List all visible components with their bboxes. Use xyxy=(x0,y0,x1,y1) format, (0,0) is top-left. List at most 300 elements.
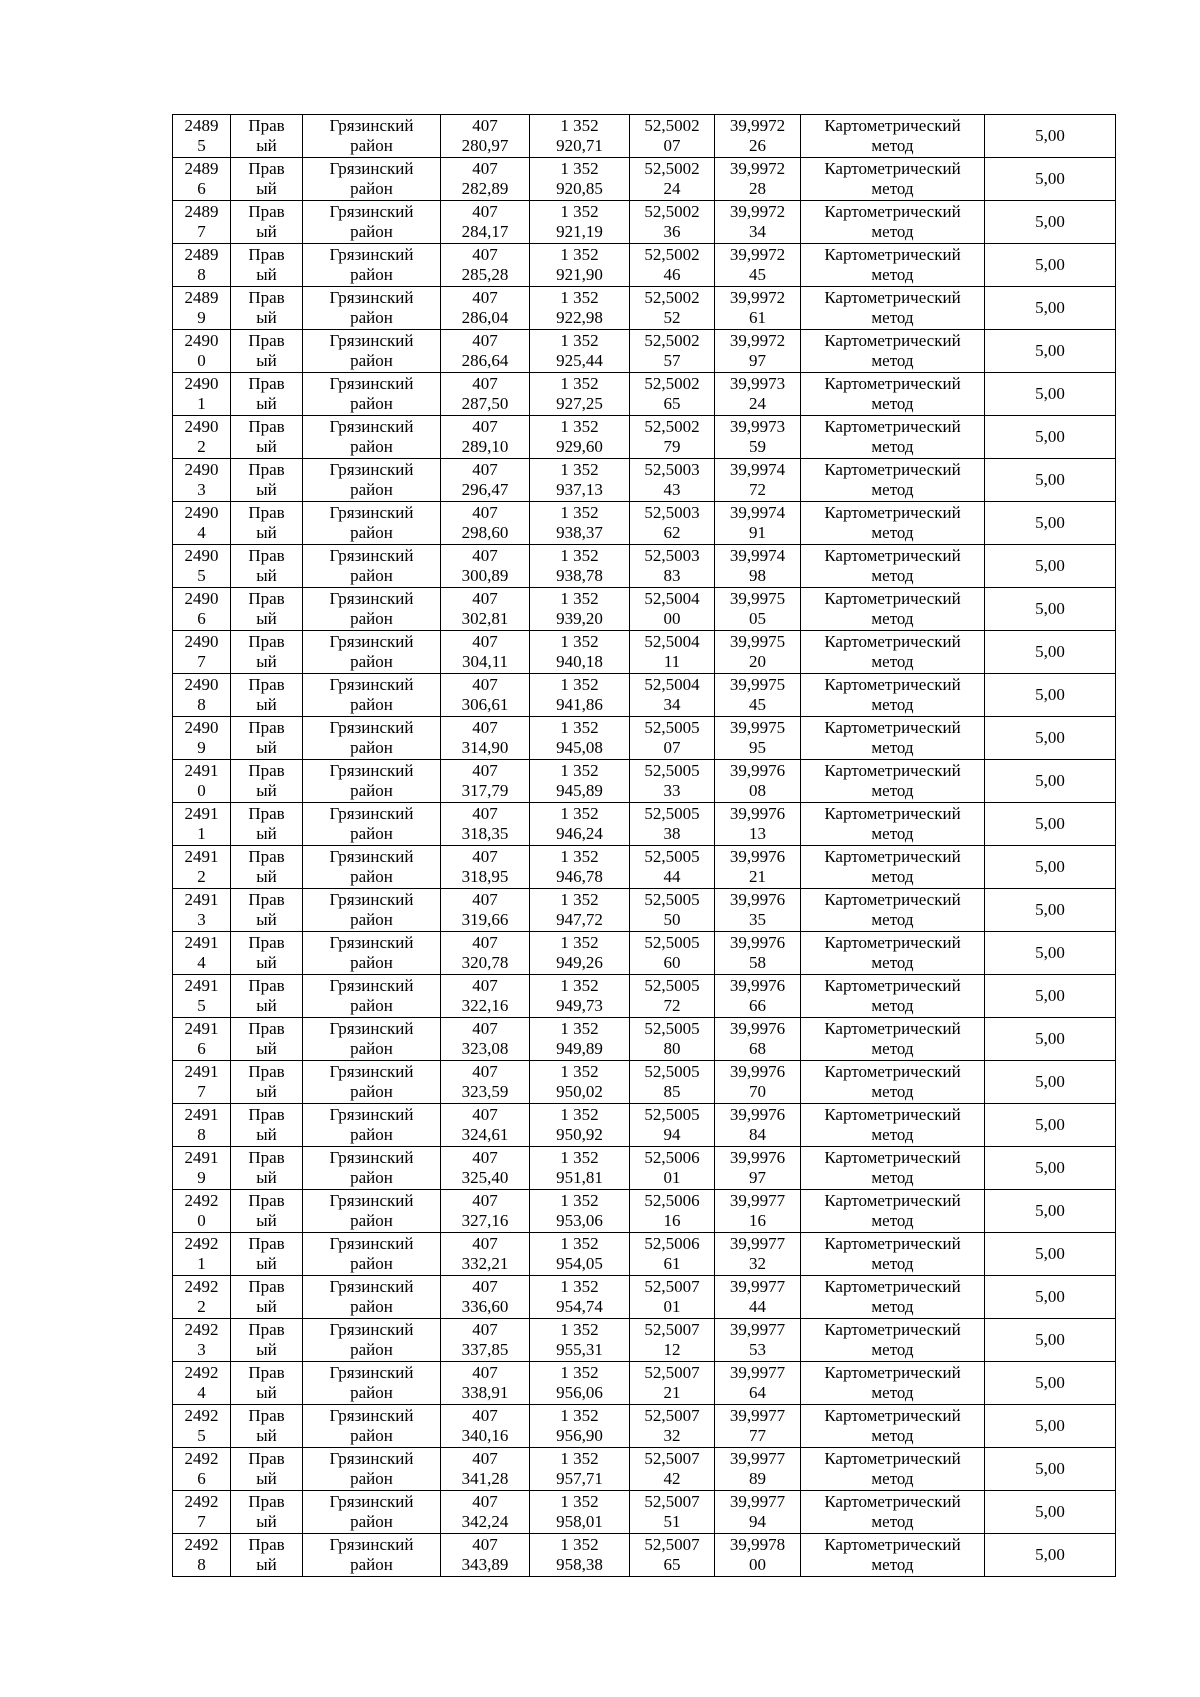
point-number-line-2: 2 xyxy=(197,437,206,456)
district-cell xyxy=(303,1104,441,1147)
longitude-cell xyxy=(715,932,801,975)
latitude-line-2: 11 xyxy=(663,652,681,671)
longitude-cell xyxy=(715,1491,801,1534)
point-number-line-2: 3 xyxy=(197,910,206,929)
point-number-line-2: 8 xyxy=(197,695,206,714)
x-coordinate-line-2: 289,10 xyxy=(461,437,509,456)
district-line-2: район xyxy=(350,953,393,972)
longitude-line-2: 84 xyxy=(749,1125,766,1144)
y-coordinate-line-1: 1 352 xyxy=(560,976,599,995)
method-line-1: Картометрический xyxy=(824,374,961,393)
bank-side-cell xyxy=(231,631,303,674)
district-line-1: Грязинский xyxy=(329,1492,414,1511)
latitude-line-1: 52,5004 xyxy=(644,675,700,694)
y-coordinate-line-2: 921,19 xyxy=(556,222,603,241)
latitude-line-1: 52,5007 xyxy=(644,1320,700,1339)
bank-side-line-2: ый xyxy=(256,910,277,929)
table-row xyxy=(173,932,1116,975)
latitude-cell xyxy=(630,287,715,330)
method-line-1: Картометрический xyxy=(824,245,961,264)
district-line-2: район xyxy=(350,1039,393,1058)
latitude-line-1: 52,5007 xyxy=(644,1535,700,1554)
district-line-1: Грязинский xyxy=(329,288,414,307)
x-coordinate-line-2: 327,16 xyxy=(461,1211,509,1230)
bank-side-cell xyxy=(231,1319,303,1362)
y-coordinate-line-1: 1 352 xyxy=(560,460,599,479)
method-cell xyxy=(801,803,985,846)
district-line-1: Грязинский xyxy=(329,417,414,436)
district-line-2: район xyxy=(350,1211,393,1230)
latitude-cell xyxy=(630,373,715,416)
y-coordinate-line-1: 1 352 xyxy=(560,933,599,952)
method-cell xyxy=(801,846,985,889)
bank-side-line-2: ый xyxy=(256,1469,277,1488)
accuracy-cell: 5,00 xyxy=(985,717,1116,760)
x-coordinate-cell xyxy=(441,1405,530,1448)
bank-side-line-2: ый xyxy=(256,996,277,1015)
district-line-1: Грязинский xyxy=(329,1406,414,1425)
longitude-line-1: 39,9977 xyxy=(729,1449,786,1468)
y-coordinate-line-1: 1 352 xyxy=(560,804,599,823)
district-line-1: Грязинский xyxy=(329,546,414,565)
method-line-2: метод xyxy=(871,1469,914,1488)
longitude-cell xyxy=(715,803,801,846)
district-line-2: район xyxy=(350,523,393,542)
x-coordinate-cell xyxy=(441,330,530,373)
district-cell xyxy=(303,803,441,846)
y-coordinate-line-1: 1 352 xyxy=(560,288,599,307)
method-cell xyxy=(801,158,985,201)
longitude-line-2: 70 xyxy=(749,1082,766,1101)
y-coordinate-line-1: 1 352 xyxy=(560,1492,599,1511)
district-line-2: район xyxy=(350,351,393,370)
district-line-2: район xyxy=(350,394,393,413)
longitude-line-1: 39,9972 xyxy=(729,245,786,264)
bank-side-line-1: Прав xyxy=(248,288,285,307)
longitude-line-2: 16 xyxy=(749,1211,766,1230)
method-line-2: метод xyxy=(871,695,914,714)
accuracy-cell: 5,00 xyxy=(985,201,1116,244)
x-coordinate-line-1: 407 xyxy=(472,718,498,737)
y-coordinate-line-2: 938,78 xyxy=(556,566,603,585)
latitude-line-1: 52,5005 xyxy=(644,1019,700,1038)
method-line-1: Картометрический xyxy=(824,503,961,522)
point-number-line-1: 2492 xyxy=(184,1449,219,1468)
point-number-line-2: 5 xyxy=(197,996,206,1015)
y-coordinate-cell xyxy=(530,1233,630,1276)
district-line-1: Грязинский xyxy=(329,890,414,909)
point-number-line-1: 2491 xyxy=(184,1019,219,1038)
x-coordinate-line-2: 318,95 xyxy=(461,867,509,886)
longitude-line-2: 35 xyxy=(749,910,766,929)
bank-side-line-2: ый xyxy=(256,1039,277,1058)
method-cell xyxy=(801,1448,985,1491)
method-line-1: Картометрический xyxy=(824,1234,961,1253)
y-coordinate-line-2: 947,72 xyxy=(556,910,603,929)
table-row xyxy=(173,1018,1116,1061)
longitude-cell xyxy=(715,201,801,244)
y-coordinate-line-2: 958,38 xyxy=(556,1555,603,1574)
bank-side-line-2: ый xyxy=(256,1082,277,1101)
method-line-1: Картометрический xyxy=(824,1148,961,1167)
longitude-line-1: 39,9977 xyxy=(729,1320,786,1339)
accuracy-cell: 5,00 xyxy=(985,373,1116,416)
district-line-2: район xyxy=(350,1168,393,1187)
point-number-line-2: 9 xyxy=(197,1168,206,1187)
latitude-cell xyxy=(630,1319,715,1362)
longitude-line-1: 39,9975 xyxy=(729,589,786,608)
district-cell xyxy=(303,588,441,631)
bank-side-line-2: ый xyxy=(256,1340,277,1359)
y-coordinate-cell xyxy=(530,1534,630,1577)
x-coordinate-cell xyxy=(441,1061,530,1104)
district-line-2: район xyxy=(350,480,393,499)
bank-side-line-1: Прав xyxy=(248,976,285,995)
method-line-2: метод xyxy=(871,1555,914,1574)
latitude-cell xyxy=(630,545,715,588)
point-number-line-2: 8 xyxy=(197,1125,206,1144)
latitude-line-1: 52,5002 xyxy=(644,159,700,178)
longitude-line-2: 00 xyxy=(749,1555,766,1574)
accuracy-cell: 5,00 xyxy=(985,1491,1116,1534)
latitude-line-2: 65 xyxy=(663,394,681,413)
point-number-line-2: 3 xyxy=(197,1340,206,1359)
district-cell xyxy=(303,416,441,459)
point-number-cell xyxy=(173,1018,231,1061)
latitude-line-2: 61 xyxy=(663,1254,681,1273)
x-coordinate-line-2: 317,79 xyxy=(461,781,509,800)
bank-side-cell xyxy=(231,1061,303,1104)
y-coordinate-cell xyxy=(530,244,630,287)
longitude-cell xyxy=(715,287,801,330)
coordinates-table xyxy=(172,114,1116,1577)
method-cell xyxy=(801,932,985,975)
latitude-cell xyxy=(630,1104,715,1147)
latitude-line-1: 52,5002 xyxy=(644,374,700,393)
longitude-cell xyxy=(715,1190,801,1233)
y-coordinate-line-2: 922,98 xyxy=(556,308,603,327)
x-coordinate-line-2: 341,28 xyxy=(461,1469,509,1488)
longitude-cell xyxy=(715,1276,801,1319)
bank-side-cell xyxy=(231,545,303,588)
bank-side-line-1: Прав xyxy=(248,1320,285,1339)
x-coordinate-cell xyxy=(441,846,530,889)
bank-side-line-1: Прав xyxy=(248,1234,285,1253)
y-coordinate-line-1: 1 352 xyxy=(560,1191,599,1210)
y-coordinate-line-1: 1 352 xyxy=(560,116,599,135)
y-coordinate-cell xyxy=(530,502,630,545)
latitude-line-2: 34 xyxy=(663,695,681,714)
y-coordinate-line-2: 946,78 xyxy=(556,867,603,886)
y-coordinate-line-1: 1 352 xyxy=(560,1535,599,1554)
latitude-cell xyxy=(630,846,715,889)
method-cell xyxy=(801,1147,985,1190)
longitude-line-1: 39,9976 xyxy=(729,847,786,866)
district-line-2: район xyxy=(350,609,393,628)
bank-side-cell xyxy=(231,244,303,287)
district-cell xyxy=(303,846,441,889)
table-row xyxy=(173,588,1116,631)
method-cell xyxy=(801,244,985,287)
method-line-2: метод xyxy=(871,910,914,929)
district-line-2: район xyxy=(350,179,393,198)
point-number-cell xyxy=(173,760,231,803)
longitude-line-1: 39,9973 xyxy=(729,417,786,436)
longitude-line-2: 91 xyxy=(749,523,766,542)
longitude-cell xyxy=(715,115,801,158)
point-number-line-1: 2491 xyxy=(184,976,219,995)
point-number-line-2: 4 xyxy=(197,953,206,972)
y-coordinate-cell xyxy=(530,889,630,932)
x-coordinate-cell xyxy=(441,932,530,975)
method-cell xyxy=(801,115,985,158)
table-row xyxy=(173,717,1116,760)
y-coordinate-line-2: 950,92 xyxy=(556,1125,603,1144)
y-coordinate-line-2: 939,20 xyxy=(556,609,603,628)
longitude-cell xyxy=(715,459,801,502)
bank-side-line-2: ый xyxy=(256,781,277,800)
method-cell xyxy=(801,459,985,502)
bank-side-line-2: ый xyxy=(256,695,277,714)
longitude-line-1: 39,9977 xyxy=(729,1277,786,1296)
x-coordinate-cell xyxy=(441,975,530,1018)
bank-side-line-1: Прав xyxy=(248,1105,285,1124)
latitude-line-1: 52,5005 xyxy=(644,1062,700,1081)
method-cell xyxy=(801,1362,985,1405)
method-cell xyxy=(801,588,985,631)
latitude-line-2: 00 xyxy=(663,609,681,628)
accuracy-cell: 5,00 xyxy=(985,244,1116,287)
y-coordinate-cell xyxy=(530,803,630,846)
x-coordinate-line-2: 296,47 xyxy=(461,480,509,499)
y-coordinate-cell xyxy=(530,631,630,674)
point-number-line-2: 3 xyxy=(197,480,206,499)
longitude-line-2: 61 xyxy=(749,308,766,327)
bank-side-line-1: Прав xyxy=(248,632,285,651)
method-line-2: метод xyxy=(871,1297,914,1316)
point-number-line-2: 9 xyxy=(197,308,206,327)
latitude-line-2: 07 xyxy=(663,136,681,155)
latitude-line-2: 21 xyxy=(663,1383,681,1402)
longitude-line-1: 39,9976 xyxy=(729,1105,786,1124)
longitude-line-1: 39,9978 xyxy=(729,1535,786,1554)
y-coordinate-cell xyxy=(530,932,630,975)
x-coordinate-line-2: 324,61 xyxy=(461,1125,509,1144)
method-line-2: метод xyxy=(871,222,914,241)
accuracy-cell: 5,00 xyxy=(985,588,1116,631)
longitude-cell xyxy=(715,1147,801,1190)
method-cell xyxy=(801,1233,985,1276)
table-row xyxy=(173,459,1116,502)
latitude-line-2: 79 xyxy=(663,437,681,456)
district-cell xyxy=(303,1276,441,1319)
latitude-line-2: 94 xyxy=(663,1125,681,1144)
latitude-line-2: 46 xyxy=(663,265,681,284)
y-coordinate-line-1: 1 352 xyxy=(560,1148,599,1167)
method-line-1: Картометрический xyxy=(824,1406,961,1425)
table-row xyxy=(173,244,1116,287)
point-number-line-1: 2492 xyxy=(184,1234,219,1253)
latitude-cell xyxy=(630,1362,715,1405)
latitude-line-1: 52,5007 xyxy=(644,1449,700,1468)
table-row xyxy=(173,201,1116,244)
latitude-cell xyxy=(630,115,715,158)
method-cell xyxy=(801,889,985,932)
longitude-line-2: 24 xyxy=(749,394,766,413)
district-line-2: район xyxy=(350,1254,393,1273)
method-line-1: Картометрический xyxy=(824,159,961,178)
table-row xyxy=(173,631,1116,674)
table-row xyxy=(173,1276,1116,1319)
method-line-1: Картометрический xyxy=(824,116,961,135)
point-number-cell xyxy=(173,158,231,201)
district-line-2: район xyxy=(350,1555,393,1574)
point-number-line-1: 2491 xyxy=(184,933,219,952)
method-line-2: метод xyxy=(871,1211,914,1230)
method-cell xyxy=(801,502,985,545)
district-cell xyxy=(303,330,441,373)
district-line-1: Грязинский xyxy=(329,1320,414,1339)
y-coordinate-line-2: 950,02 xyxy=(556,1082,603,1101)
x-coordinate-line-1: 407 xyxy=(472,761,498,780)
point-number-line-1: 2490 xyxy=(184,546,219,565)
district-cell xyxy=(303,115,441,158)
method-cell xyxy=(801,1276,985,1319)
method-line-1: Картометрический xyxy=(824,589,961,608)
district-cell xyxy=(303,1534,441,1577)
point-number-line-2: 9 xyxy=(197,738,206,757)
point-number-line-2: 6 xyxy=(197,609,206,628)
x-coordinate-line-1: 407 xyxy=(472,1449,498,1468)
y-coordinate-line-1: 1 352 xyxy=(560,1105,599,1124)
point-number-line-2: 2 xyxy=(197,867,206,886)
longitude-line-2: 89 xyxy=(749,1469,766,1488)
bank-side-line-2: ый xyxy=(256,652,277,671)
district-cell xyxy=(303,1018,441,1061)
bank-side-line-1: Прав xyxy=(248,1406,285,1425)
x-coordinate-line-2: 284,17 xyxy=(461,222,509,241)
longitude-line-2: 05 xyxy=(749,609,766,628)
point-number-cell xyxy=(173,330,231,373)
longitude-line-2: 45 xyxy=(749,695,766,714)
accuracy-cell: 5,00 xyxy=(985,1190,1116,1233)
latitude-line-1: 52,5007 xyxy=(644,1363,700,1382)
y-coordinate-line-2: 920,85 xyxy=(556,179,603,198)
x-coordinate-line-1: 407 xyxy=(472,417,498,436)
longitude-line-1: 39,9975 xyxy=(729,718,786,737)
table-row xyxy=(173,803,1116,846)
district-line-2: район xyxy=(350,1512,393,1531)
y-coordinate-line-2: 925,44 xyxy=(556,351,603,370)
point-number-line-2: 4 xyxy=(197,1383,206,1402)
latitude-line-1: 52,5002 xyxy=(644,245,700,264)
longitude-line-2: 64 xyxy=(749,1383,766,1402)
district-line-1: Грязинский xyxy=(329,374,414,393)
bank-side-line-1: Прав xyxy=(248,1148,285,1167)
latitude-cell xyxy=(630,330,715,373)
method-line-2: метод xyxy=(871,1383,914,1402)
latitude-line-1: 52,5002 xyxy=(644,288,700,307)
table-row xyxy=(173,115,1116,158)
accuracy-cell: 5,00 xyxy=(985,1448,1116,1491)
district-line-1: Грязинский xyxy=(329,503,414,522)
latitude-cell xyxy=(630,1405,715,1448)
y-coordinate-line-1: 1 352 xyxy=(560,546,599,565)
point-number-line-1: 2492 xyxy=(184,1492,219,1511)
district-cell xyxy=(303,502,441,545)
method-line-2: метод xyxy=(871,136,914,155)
longitude-cell xyxy=(715,1018,801,1061)
y-coordinate-cell xyxy=(530,1362,630,1405)
x-coordinate-line-1: 407 xyxy=(472,1062,498,1081)
bank-side-line-2: ый xyxy=(256,136,277,155)
y-coordinate-line-2: 920,71 xyxy=(556,136,603,155)
bank-side-cell xyxy=(231,803,303,846)
point-number-line-1: 2490 xyxy=(184,503,219,522)
y-coordinate-cell xyxy=(530,373,630,416)
method-line-2: метод xyxy=(871,566,914,585)
latitude-line-2: 60 xyxy=(663,953,681,972)
x-coordinate-line-1: 407 xyxy=(472,933,498,952)
y-coordinate-cell xyxy=(530,1104,630,1147)
latitude-line-2: 32 xyxy=(663,1426,681,1445)
point-number-line-1: 2492 xyxy=(184,1277,219,1296)
method-cell xyxy=(801,416,985,459)
district-cell xyxy=(303,631,441,674)
point-number-cell xyxy=(173,975,231,1018)
longitude-line-1: 39,9977 xyxy=(729,1234,786,1253)
method-line-2: метод xyxy=(871,1254,914,1273)
table-row xyxy=(173,1319,1116,1362)
longitude-line-2: 97 xyxy=(749,1168,766,1187)
x-coordinate-cell xyxy=(441,1147,530,1190)
point-number-cell xyxy=(173,1233,231,1276)
accuracy-cell: 5,00 xyxy=(985,545,1116,588)
district-cell xyxy=(303,158,441,201)
bank-side-line-1: Прав xyxy=(248,1449,285,1468)
bank-side-line-2: ый xyxy=(256,566,277,585)
table-row xyxy=(173,373,1116,416)
x-coordinate-line-2: 343,89 xyxy=(461,1555,509,1574)
method-cell xyxy=(801,1319,985,1362)
bank-side-line-2: ый xyxy=(256,222,277,241)
latitude-line-1: 52,5003 xyxy=(644,460,700,479)
x-coordinate-cell xyxy=(441,158,530,201)
bank-side-line-2: ый xyxy=(256,523,277,542)
y-coordinate-line-1: 1 352 xyxy=(560,1234,599,1253)
bank-side-line-1: Прав xyxy=(248,1277,285,1296)
latitude-line-2: 07 xyxy=(663,738,681,757)
latitude-cell xyxy=(630,1534,715,1577)
y-coordinate-line-1: 1 352 xyxy=(560,1406,599,1425)
latitude-line-2: 72 xyxy=(663,996,681,1015)
latitude-line-2: 52 xyxy=(663,308,681,327)
latitude-cell xyxy=(630,760,715,803)
district-line-2: район xyxy=(350,867,393,886)
bank-side-cell xyxy=(231,502,303,545)
x-coordinate-line-2: 340,16 xyxy=(461,1426,509,1445)
latitude-line-2: 44 xyxy=(663,867,681,886)
table-row xyxy=(173,1147,1116,1190)
y-coordinate-line-2: 954,05 xyxy=(556,1254,603,1273)
district-cell xyxy=(303,674,441,717)
y-coordinate-cell xyxy=(530,1405,630,1448)
method-line-1: Картометрический xyxy=(824,331,961,350)
x-coordinate-line-1: 407 xyxy=(472,632,498,651)
latitude-cell xyxy=(630,1018,715,1061)
district-line-1: Грязинский xyxy=(329,116,414,135)
y-coordinate-cell xyxy=(530,1319,630,1362)
